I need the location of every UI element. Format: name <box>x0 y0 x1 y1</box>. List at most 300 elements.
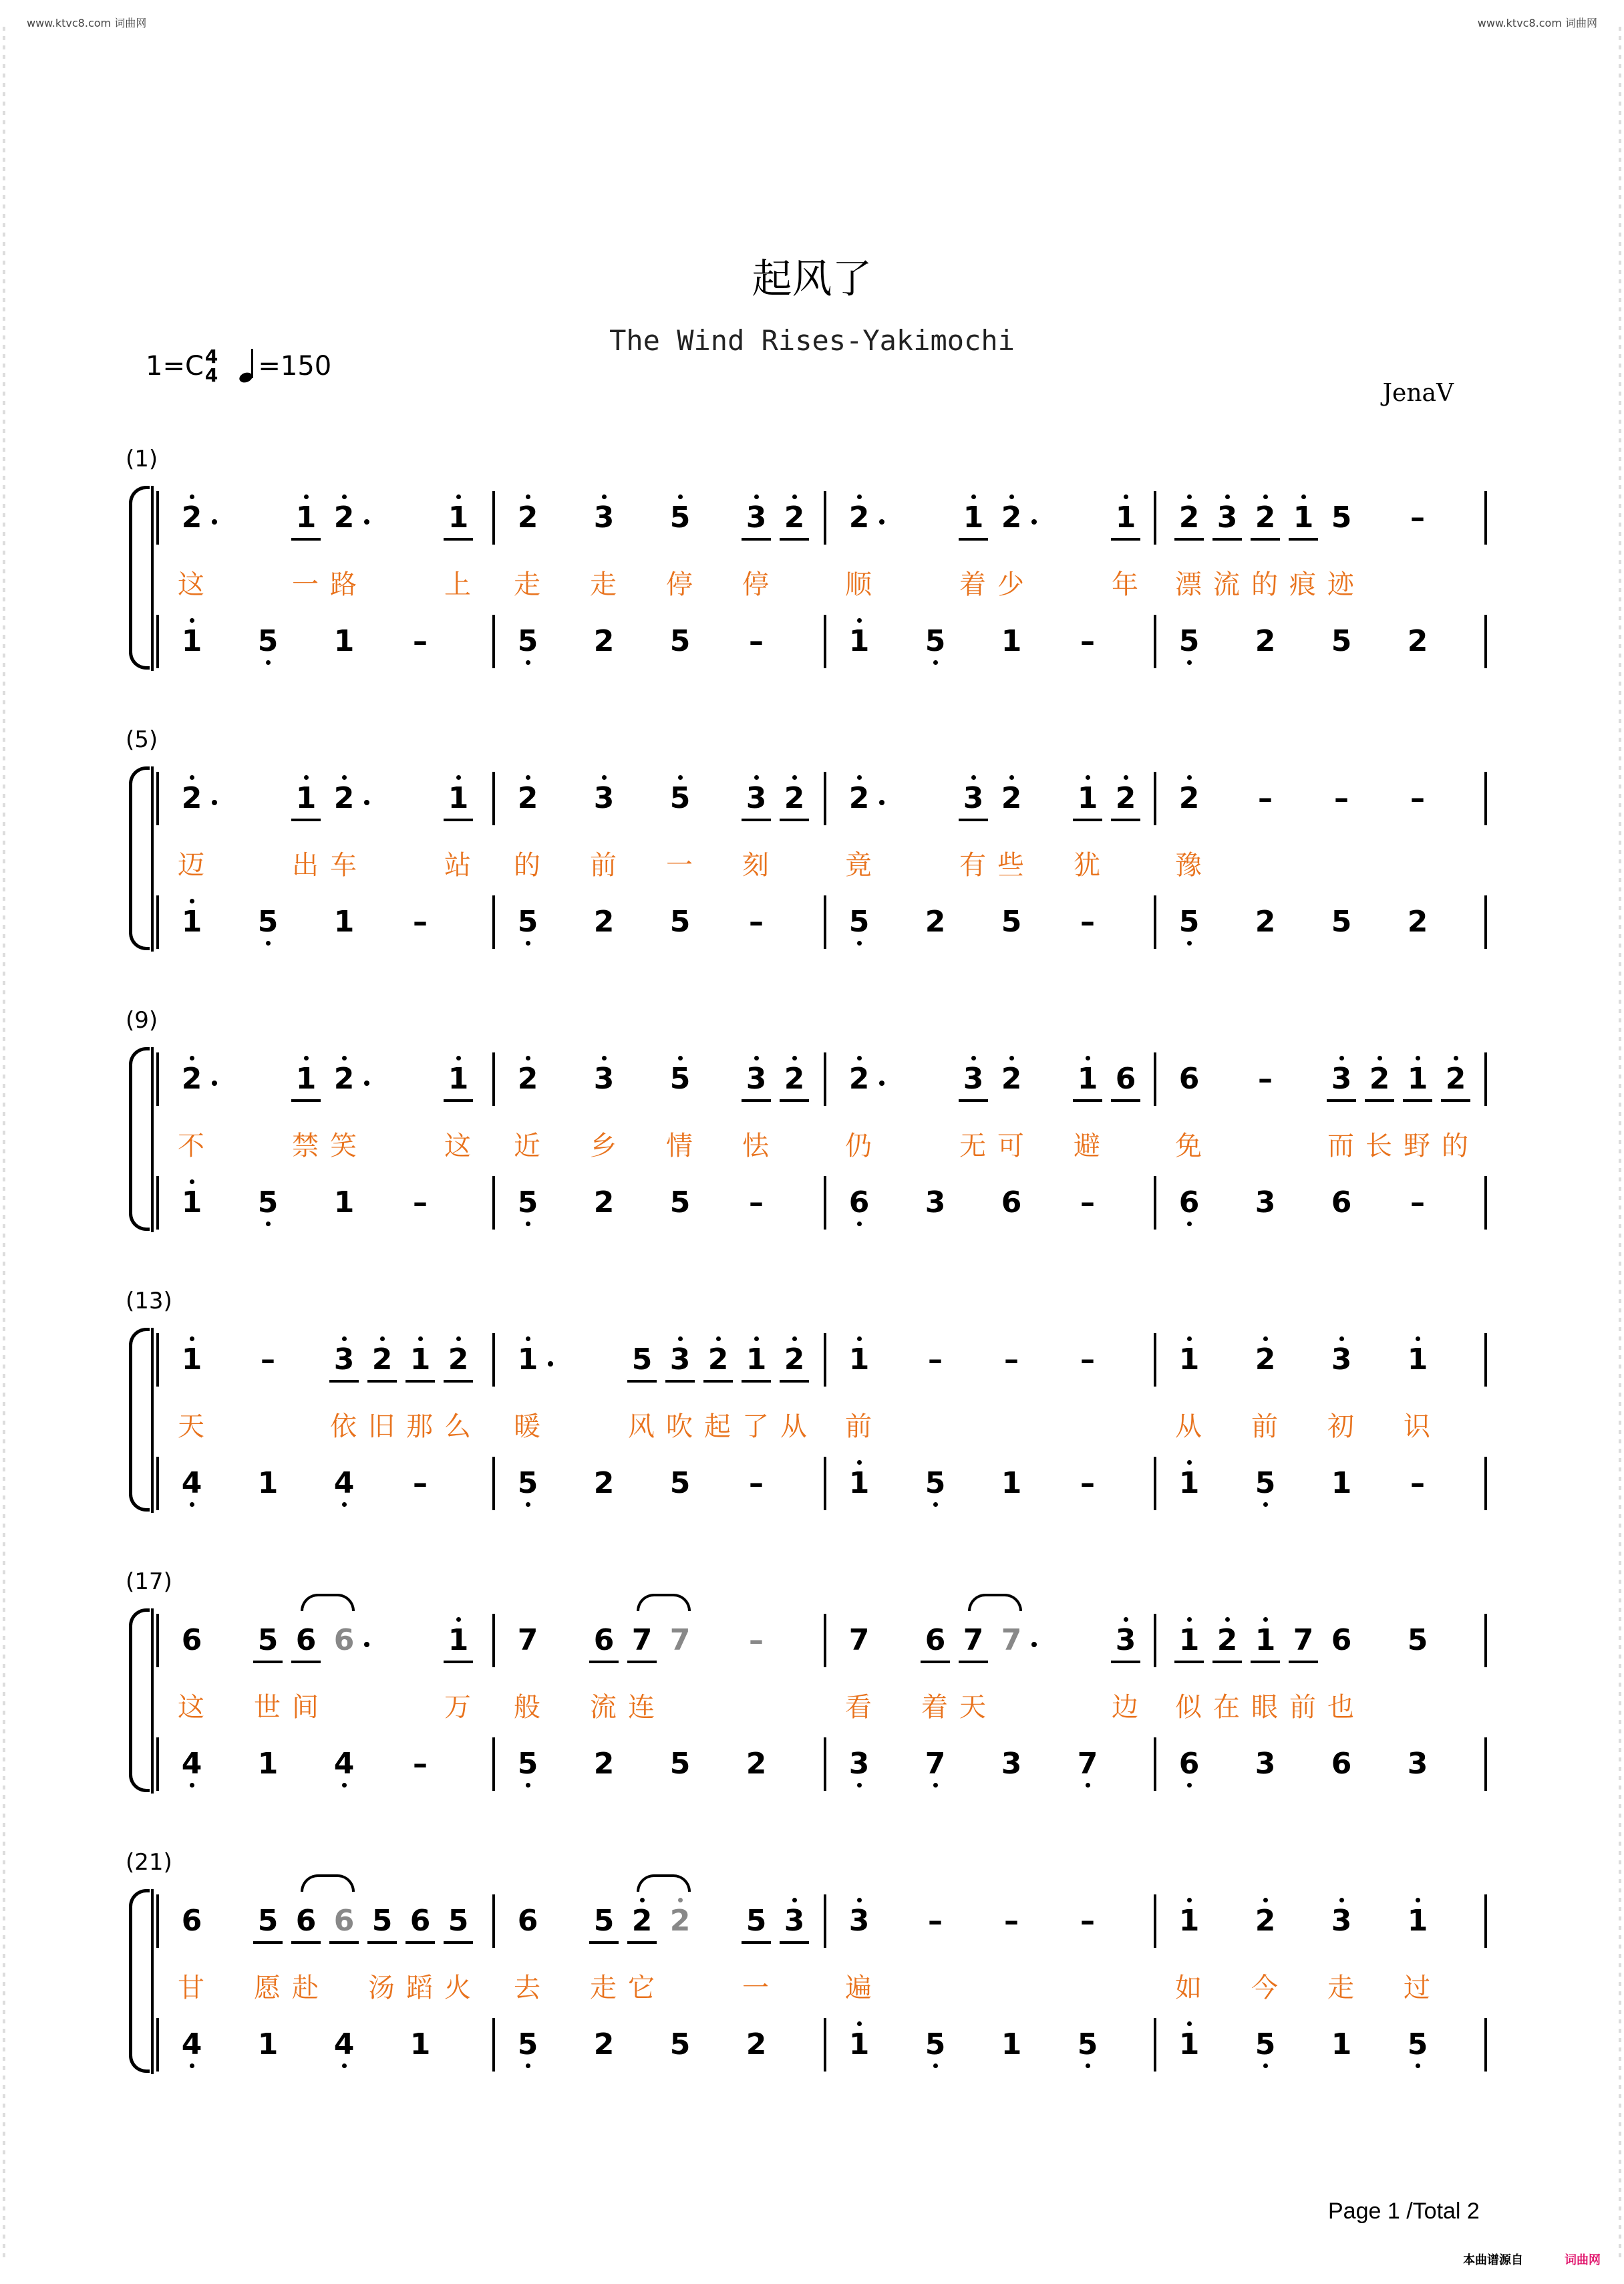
note-digit: 6 <box>1331 1623 1352 1657</box>
note-digit: 2 <box>1255 501 1276 535</box>
octave-up-dot <box>857 775 862 780</box>
bass-note <box>173 622 210 661</box>
note-digit: 6 <box>295 1623 317 1657</box>
melody-note <box>661 1060 699 1099</box>
melody-barline <box>156 1333 159 1387</box>
melody-note <box>1247 498 1284 537</box>
note-digit: 1 <box>448 1062 469 1096</box>
lyric-syllable: 着 <box>921 1692 948 1723</box>
augmentation-dot <box>879 519 884 525</box>
lyric-syllable: 吹 <box>666 1411 693 1442</box>
melody-note <box>738 1621 775 1660</box>
eighth-underline <box>665 1380 695 1383</box>
melody-note <box>173 1060 210 1099</box>
lyric-syllable: 这 <box>444 1131 471 1161</box>
melody-barline <box>824 1333 826 1387</box>
note-digit: 2 <box>371 1342 393 1377</box>
lyric-syllable: 愿 <box>254 1973 281 2003</box>
note-digit: 6 <box>333 1623 355 1657</box>
octave-down-dot <box>526 2063 530 2068</box>
melody-note <box>661 1340 699 1379</box>
note-digit: 5 <box>257 905 279 939</box>
bass-note <box>993 1745 1030 1783</box>
augmentation-dot <box>1031 1642 1037 1647</box>
system-brace <box>129 766 150 950</box>
bass-note <box>325 1183 363 1222</box>
note-digit: 3 <box>1115 1623 1136 1657</box>
melody-note <box>1361 1060 1398 1099</box>
melody-barline <box>824 491 826 545</box>
eighth-underline <box>1073 819 1102 821</box>
lyric-syllable: 怯 <box>742 1131 769 1161</box>
note-digit: – <box>1080 1466 1095 1500</box>
note-digit: 2 <box>1255 905 1276 939</box>
note-digit: 5 <box>517 2027 538 2061</box>
tempo-bpm: =150 <box>258 351 332 382</box>
melody-note <box>699 1340 737 1379</box>
lyric-syllable: 无 <box>959 1131 986 1161</box>
melody-note <box>661 498 699 537</box>
bass-note <box>509 903 546 942</box>
bass-barline <box>1154 615 1156 668</box>
note-digit: 5 <box>1331 624 1352 658</box>
bass-note <box>1069 1183 1106 1222</box>
bass-note <box>509 1183 546 1222</box>
octave-down-dot <box>1263 2063 1268 2068</box>
octave-up-dot <box>1187 1460 1192 1465</box>
note-digit: 2 <box>181 501 202 535</box>
octave-down-dot <box>933 2063 938 2068</box>
lyric-syllable: 避 <box>1074 1131 1100 1161</box>
lyric-syllable: 连 <box>628 1692 655 1723</box>
bass-note <box>993 2025 1030 2064</box>
octave-up-dot <box>190 775 194 780</box>
octave-down-dot <box>933 1502 938 1507</box>
note-digit: 2 <box>784 1062 805 1096</box>
note-digit: 1 <box>1255 1623 1276 1657</box>
note-digit: 5 <box>257 624 279 658</box>
tie-arc <box>637 1874 691 1892</box>
bass-barline <box>1154 895 1156 949</box>
melody-barline <box>1484 772 1487 825</box>
bass-note <box>840 1745 878 1783</box>
octave-up-dot <box>792 494 797 499</box>
octave-down-dot <box>526 1222 530 1226</box>
bass-note <box>1399 1464 1436 1503</box>
note-digit: 7 <box>925 1747 946 1781</box>
augmentation-dot <box>364 1081 369 1086</box>
melody-note <box>776 498 813 537</box>
note-digit: 1 <box>517 1342 538 1377</box>
octave-down-dot <box>1263 1502 1268 1507</box>
note-digit: 5 <box>593 1904 615 1938</box>
octave-up-dot <box>971 1056 976 1060</box>
bass-barline <box>1484 1737 1487 1791</box>
octave-down-dot <box>857 941 862 946</box>
note-digit: – <box>1080 1185 1095 1220</box>
note-digit: 1 <box>848 624 870 658</box>
note-digit: 6 <box>1331 1747 1352 1781</box>
note-digit: 7 <box>848 1623 870 1657</box>
melody-note <box>993 1340 1030 1379</box>
bass-note <box>401 622 439 661</box>
lyric-syllable: 停 <box>666 569 693 600</box>
eighth-underline <box>329 1380 359 1383</box>
eighth-underline <box>1073 1099 1102 1102</box>
bass-barline <box>824 895 826 949</box>
lyric-syllable: 豫 <box>1175 850 1202 881</box>
octave-down-dot <box>342 1502 347 1507</box>
bass-note <box>249 1745 287 1783</box>
note-digit: 2 <box>707 1342 729 1377</box>
eighth-underline <box>367 1941 397 1944</box>
melody-note <box>1247 1340 1284 1379</box>
octave-up-dot <box>456 775 461 780</box>
octave-up-dot <box>304 494 309 499</box>
melody-note <box>440 498 477 537</box>
note-digit: 5 <box>669 624 691 658</box>
melody-note <box>993 1621 1030 1660</box>
eighth-underline <box>1403 1099 1432 1102</box>
lyric-syllable: 站 <box>444 850 471 881</box>
note-digit: 2 <box>593 624 615 658</box>
lyric-syllable: 赴 <box>292 1973 319 2003</box>
melody-note <box>173 498 210 537</box>
lyric-syllable: 去 <box>514 1973 540 2003</box>
melody-barline <box>492 772 495 825</box>
melody-note <box>993 1902 1030 1941</box>
lyric-syllable: 汤 <box>368 1973 395 2003</box>
note-digit: 1 <box>1407 1904 1428 1938</box>
note-digit: 5 <box>631 1342 653 1377</box>
melody-note <box>509 1621 546 1660</box>
melody-note <box>325 1902 363 1941</box>
melody-barline <box>824 1052 826 1106</box>
melody-note <box>509 1902 546 1941</box>
lyric-syllable: 可 <box>997 1131 1024 1161</box>
octave-up-dot <box>857 1898 862 1902</box>
lyric-syllable: 一 <box>666 850 693 881</box>
bass-note <box>401 1745 439 1783</box>
lyric-syllable: 起 <box>704 1411 731 1442</box>
note-digit: 7 <box>1077 1747 1098 1781</box>
bass-note <box>401 2025 439 2064</box>
melody-note <box>287 779 325 818</box>
lyric-syllable: 走 <box>590 1973 617 2003</box>
melody-note <box>440 1060 477 1099</box>
note-digit: 5 <box>669 1466 691 1500</box>
note-digit: 2 <box>631 1904 653 1938</box>
note-digit: 5 <box>1001 905 1022 939</box>
bass-note <box>738 1745 775 1783</box>
note-digit: 5 <box>925 2027 946 2061</box>
melody-note <box>776 1902 813 1941</box>
note-digit: 5 <box>517 905 538 939</box>
bass-note <box>585 1745 623 1783</box>
melody-note <box>1247 1621 1284 1660</box>
note-digit: – <box>1410 1185 1425 1220</box>
melody-note <box>440 779 477 818</box>
octave-up-dot <box>1263 1898 1268 1902</box>
note-digit: 7 <box>631 1623 653 1657</box>
bass-note <box>1069 903 1106 942</box>
eighth-underline <box>253 1941 283 1944</box>
note-digit: 3 <box>1331 1904 1352 1938</box>
note-digit: 2 <box>746 2027 767 2061</box>
note-digit: – <box>261 1342 275 1377</box>
lyric-syllable: 走 <box>590 569 617 600</box>
bass-barline <box>156 1737 159 1791</box>
bass-note <box>917 903 954 942</box>
lyric-syllable: 万 <box>444 1692 471 1723</box>
octave-up-dot <box>1009 775 1014 780</box>
lyric-syllable: 野 <box>1404 1131 1430 1161</box>
melody-note <box>955 1060 992 1099</box>
note-digit: 1 <box>181 624 202 658</box>
eighth-underline <box>959 819 988 821</box>
melody-note <box>287 1060 325 1099</box>
melody-note <box>440 1340 477 1379</box>
melody-note <box>1170 1060 1208 1099</box>
melody-note <box>1170 1340 1208 1379</box>
note-digit: 7 <box>963 1623 984 1657</box>
note-digit: 1 <box>1001 2027 1022 2061</box>
eighth-underline <box>1111 538 1140 541</box>
tie-arc <box>637 1594 691 1611</box>
bass-barline <box>492 615 495 668</box>
bass-note <box>249 1464 287 1503</box>
note-digit: – <box>413 1185 428 1220</box>
note-digit: 2 <box>1001 781 1022 815</box>
melody-note <box>738 1902 775 1941</box>
eighth-underline <box>405 1380 435 1383</box>
octave-up-dot <box>678 1898 683 1902</box>
note-digit: 1 <box>181 1342 202 1377</box>
octave-down-dot <box>526 941 530 946</box>
octave-up-dot <box>1416 1056 1420 1060</box>
melody-barline <box>1484 1894 1487 1948</box>
lyric-syllable: 如 <box>1175 1973 1202 2003</box>
melody-note <box>1107 498 1144 537</box>
octave-down-dot <box>933 1783 938 1788</box>
bass-note <box>840 1183 878 1222</box>
augmentation-dot <box>1031 519 1037 525</box>
lyric-syllable: 的 <box>514 850 540 881</box>
octave-up-dot <box>1339 1336 1344 1341</box>
bass-note <box>917 1464 954 1503</box>
bass-note <box>661 2025 699 2064</box>
bass-note <box>1170 1183 1208 1222</box>
eighth-underline <box>444 538 473 541</box>
eighth-underline <box>627 1380 657 1383</box>
melody-note <box>1069 1340 1106 1379</box>
bass-note <box>840 2025 878 2064</box>
melody-note <box>173 1902 210 1941</box>
lyric-syllable: 长 <box>1365 1131 1392 1161</box>
bass-note <box>993 1183 1030 1222</box>
bass-note <box>1069 1464 1106 1503</box>
note-digit: 1 <box>333 905 355 939</box>
note-digit: 5 <box>925 624 946 658</box>
note-digit: 6 <box>1115 1062 1136 1096</box>
eighth-underline <box>1111 1661 1140 1663</box>
octave-up-dot <box>342 1056 347 1060</box>
note-digit: 3 <box>784 1904 805 1938</box>
bass-note <box>661 1183 699 1222</box>
octave-up-dot <box>456 1336 461 1341</box>
octave-up-dot <box>602 494 607 499</box>
lyric-syllable: 火 <box>444 1973 471 2003</box>
octave-up-dot <box>678 775 683 780</box>
note-digit: 2 <box>1001 501 1022 535</box>
octave-down-dot <box>1086 2063 1090 2068</box>
tie-arc <box>301 1874 355 1892</box>
note-digit: 2 <box>448 1342 469 1377</box>
bass-note <box>1323 622 1360 661</box>
note-digit: 3 <box>669 1342 691 1377</box>
melody-note <box>840 498 878 537</box>
melody-note <box>993 1060 1030 1099</box>
melody-note <box>661 1621 699 1660</box>
bass-note <box>585 1464 623 1503</box>
lyric-syllable: 这 <box>178 1692 204 1723</box>
lyric-syllable: 初 <box>1327 1411 1354 1442</box>
bass-note <box>1069 2025 1106 2064</box>
note-digit: 3 <box>333 1342 355 1377</box>
octave-up-dot <box>342 494 347 499</box>
octave-up-dot <box>1301 494 1306 499</box>
note-digit: 5 <box>1407 1623 1428 1657</box>
bass-note <box>1323 1745 1360 1783</box>
note-digit: 1 <box>1077 1062 1098 1096</box>
augmentation-dot <box>212 519 217 525</box>
bass-note <box>1247 2025 1284 2064</box>
score-subtitle: The Wind Rises-Yakimochi <box>609 324 1015 357</box>
note-digit: 1 <box>1407 1062 1428 1096</box>
melody-note <box>585 1060 623 1099</box>
lyric-syllable: 了 <box>742 1411 769 1442</box>
note-digit: 6 <box>181 1623 202 1657</box>
note-digit: 5 <box>517 1185 538 1220</box>
note-digit: 3 <box>1255 1185 1276 1220</box>
note-digit: 3 <box>963 781 984 815</box>
melody-note <box>1107 779 1144 818</box>
note-digit: – <box>413 1747 428 1781</box>
octave-down-dot <box>342 1783 347 1788</box>
note-digit: 1 <box>333 1185 355 1220</box>
melody-note <box>955 498 992 537</box>
system-number: (17) <box>126 1568 172 1595</box>
note-digit: 5 <box>448 1904 469 1938</box>
melody-note <box>1208 498 1246 537</box>
note-digit: 5 <box>669 905 691 939</box>
melody-note <box>509 779 546 818</box>
note-digit: 1 <box>257 1747 279 1781</box>
bass-barline <box>492 1737 495 1791</box>
bass-note <box>401 903 439 942</box>
melody-note <box>1247 1902 1284 1941</box>
octave-up-dot <box>1263 1617 1268 1622</box>
note-digit: 5 <box>1077 2027 1098 2061</box>
eighth-underline <box>1327 1099 1356 1102</box>
octave-up-dot <box>678 494 683 499</box>
eighth-underline <box>703 1380 733 1383</box>
melody-note <box>1399 1902 1436 1941</box>
note-digit: 3 <box>593 1062 615 1096</box>
lyric-syllable: 蹈 <box>406 1973 433 2003</box>
lyric-syllable: 天 <box>178 1411 204 1442</box>
melody-note <box>955 779 992 818</box>
note-digit: 6 <box>333 1904 355 1938</box>
note-digit: 2 <box>593 1747 615 1781</box>
note-digit: 4 <box>333 2027 355 2061</box>
octave-down-dot <box>190 2063 194 2068</box>
melody-note <box>1170 498 1208 537</box>
bass-barline <box>156 895 159 949</box>
note-digit: 2 <box>1255 1342 1276 1377</box>
octave-up-dot <box>1339 1898 1344 1902</box>
note-digit: 3 <box>1331 1062 1352 1096</box>
lyric-syllable: 识 <box>1404 1411 1430 1442</box>
bass-note <box>249 2025 287 2064</box>
lyric-syllable: 禁 <box>292 1131 319 1161</box>
eighth-underline <box>921 1661 950 1663</box>
left-edge-decoration <box>3 27 5 2257</box>
lyric-syllable: 走 <box>1327 1973 1354 2003</box>
bass-note <box>1170 1745 1208 1783</box>
bass-barline <box>156 615 159 668</box>
note-digit: 2 <box>1407 624 1428 658</box>
note-digit: – <box>413 905 428 939</box>
bass-note <box>585 622 623 661</box>
bass-barline <box>824 615 826 668</box>
lyric-syllable: 乡 <box>590 1131 617 1161</box>
note-digit: 5 <box>257 1623 279 1657</box>
bass-barline <box>1154 2018 1156 2072</box>
melody-barline <box>492 491 495 545</box>
melody-note <box>738 779 775 818</box>
note-digit: 1 <box>295 1062 317 1096</box>
octave-up-dot <box>1263 1336 1268 1341</box>
bass-barline <box>492 2018 495 2072</box>
note-digit: 6 <box>295 1904 317 1938</box>
bass-note <box>173 1464 210 1503</box>
note-digit: 5 <box>1255 2027 1276 2061</box>
octave-down-dot <box>526 1502 530 1507</box>
eighth-underline <box>742 1380 771 1383</box>
system-brace <box>129 1047 150 1231</box>
melody-note <box>840 1902 878 1941</box>
octave-down-dot <box>342 2063 347 2068</box>
melody-note <box>440 1621 477 1660</box>
note-digit: 3 <box>746 781 767 815</box>
octave-up-dot <box>1124 494 1128 499</box>
melody-note <box>1107 1621 1144 1660</box>
octave-up-dot <box>792 1336 797 1341</box>
melody-barline <box>824 1614 826 1667</box>
lyric-syllable: 一 <box>742 1973 769 2003</box>
melody-note <box>993 779 1030 818</box>
melody-note <box>173 1340 210 1379</box>
lyric-syllable: 甘 <box>178 1973 204 2003</box>
note-digit: 2 <box>746 1747 767 1781</box>
bass-note <box>993 903 1030 942</box>
note-digit: 5 <box>669 501 691 535</box>
melody-note <box>776 1060 813 1099</box>
lyric-syllable: 漂 <box>1175 569 1202 600</box>
melody-note <box>917 1621 954 1660</box>
note-digit: – <box>1410 1466 1425 1500</box>
